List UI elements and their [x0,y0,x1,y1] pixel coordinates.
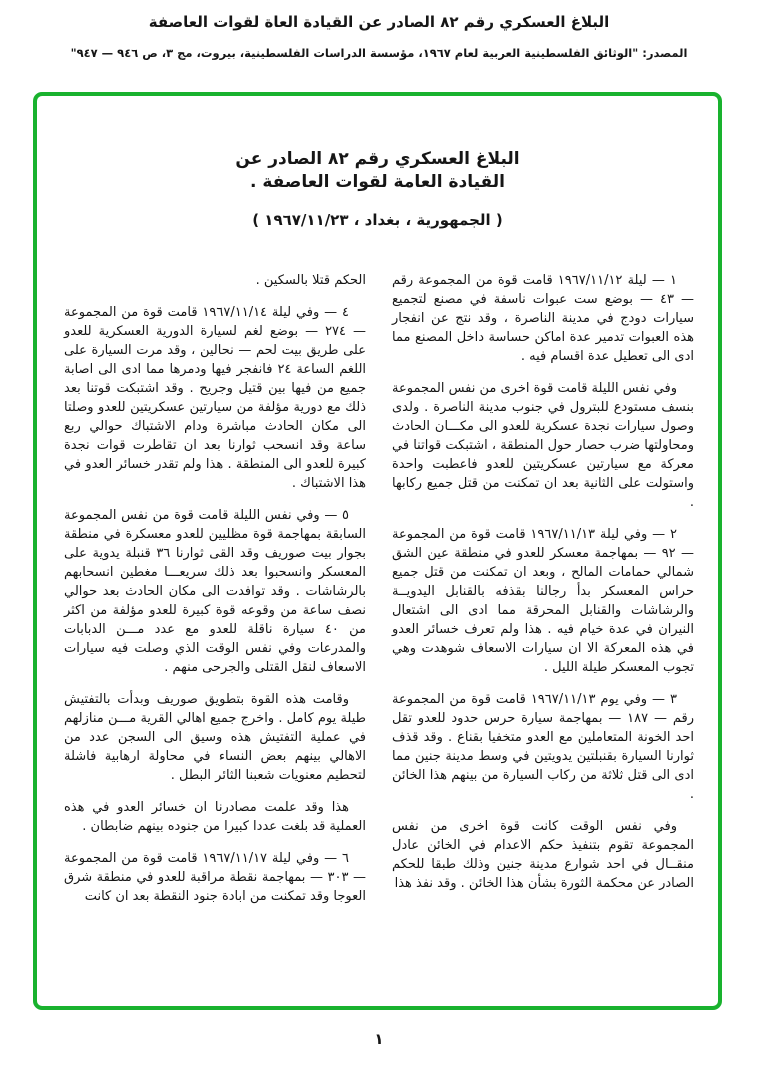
paragraph: ٥ — وفي نفس الليلة قامت قوة من نفس المجموعة السابقة بمهاجمة قوة مظليين للعدو معسكرة في منطقة بجوار بيت صوريف وقد القى ثوارنا ٣٦ قنبلة يدوية على المعسكر وانسحبوا بعد ذلك سريعـــا مغطين انسحابهم بالرشاشات . وقد توافدت الى مكان الحادث بعد حوالي نصف ساعة من وقوعه قوة كبيرة للعدو مؤلفة من اكثر من ٤٠ سيارة ناقلة للعدو مع عدد مـــن الدبابات والمدرعات وفي نفس الوقت الذي وصلت فيه سيارات الاسعاف لنقل القتلى والجرحى منهم . [64,508,367,675]
document-header-title: البلاغ العسكري رقم ٨٢ الصادر عن القيادة العاة لقوات العاصفة [148,13,610,31]
communique-title-line1: البلاغ العسكري رقم ٨٢ الصادر عن [235,149,520,169]
paragraph: وفي نفس الليلة قامت قوة اخرى من نفس المجموعة بنسف مستودع للبترول في جنوب مدينة الناصرة . ولدى وصول سيارات نجدة عسكرية للعدو الى مكـــان الحادث ومحاولتها ضرب حصار حول المنطقة ، اشتبكت قواتنا في معركة مع سيارتين عسكريتين للعدو فاعطبت واحدة واستولت على الثانية بعد ان تمكنت من قتل جميع ركابها . [392,381,694,510]
paragraph: ٦ — وفي ليلة ١٩٦٧/١١/١٧ قامت قوة من المجموعة — ٣٠٣ — بمهاجمة نقطة مراقبة للعدو في منطقة شرق العوجا وقد تمكنت من ابادة جنود النقطة بعد ان كانت [64,851,366,904]
paragraph: ٤ — وفي ليلة ١٩٦٧/١١/١٤ قامت قوة من المجموعة — ٢٧٤ — بوضع لغم لسيارة الدورية العسكرية للعدو على طريق بيت لحم — نحالين ، وقد مرت السيارة على اللغم الساعة ٢٤ فانفجر فيها ودمرها مما ادى الى اصابة جميع من فيها بين قتيل وجريح . وقد اشتبكت قوتنا بعد ذلك مع دورية مؤلفة من سيارتين عسكريتين للعدو وصلتا الى مكان الحادث مباشرة ودام الاشتباك حوالي ربع ساعة وقد انسحب ثوارنا بعد ان تقاطرت قوات نجدة كبيرة للعدو الى المنطقة . هذا ولم تقدر خسائر العدو في هذا الاشتباك . [64,305,367,491]
document-source-line: المصدر: "الوثائق الفلسطينية العربية لعام ١٩٦٧، مؤسسة الدراسات الفلسطينية، بيروت، مج ٣، ص ٩٤٦ — ٩٤٧" [70,46,688,60]
paragraph: هذا وقد علمت مصادرنا ان خسائر العدو في هذه العملية قد بلغت عددا كبيرا من جنوده بينهم ضابطان . [64,800,366,834]
paragraph: ١ — ليلة ١٩٦٧/١١/١٢ قامت قوة من المجموعة رقم — ٤٣ — بوضع ست عبوات ناسفة في مصنع لتجميع سيارات دودج في مدينة الناصرة ، وقد نتج عن انفجار هذه العبوات تدمير عدة اماكن حساسة داخل المصنع مما ادى الى تعطيل عدة اقسام فيه . [392,273,694,364]
two-column-body [64,271,694,919]
communique-title [37,148,718,194]
column-right [392,271,694,919]
column-left [64,271,366,919]
paragraph: ٢ — وفي ليلة ١٩٦٧/١١/١٣ قامت قوة من المجموعة — ٩٢ — بمهاجمة معسكر للعدو في منطقة عين الشق شمالي حمامات المالح ، وبعد ان تمكنت من قتل جميع حراس المعسكر بدأ رجالنا بقذفه بالقنابل اليدويــة والرشاشات والقنابل المحرقة مما ادى الى اشتعال النيران في عدة خيام فيه . هذا ولم تعرف خسائر العدو في هذه المعركة الا ان سيارات الاسعاف شوهدت وهي تجوب المعسكر طيلة الليل . [392,527,694,675]
paragraph: ٣ — وفي يوم ١٩٦٧/١١/١٣ قامت قوة من المجموعة رقم — ١٨٧ — بمهاجمة سيارة حرس حدود للعدو تقل احد الخونة المتعاملين مع العدو متخفيا بقناع . وقد قذف ثوارنا السيارة بقنبلتين يدويتين في وسط مدينة جنين مما ادى الى قتل ثلاثة من ركاب السيارة من بينهم هذا الخائن . [392,692,694,802]
paragraph: وفي نفس الوقت كانت قوة اخرى من نفس المجموعة تقوم بتنفيذ حكم الاعدام في الخائن عادل منقــال في احد شوارع مدينة جنين وذلك طبقا للحكم الصادر عن محكمة الثورة بشأن هذا الخائن . وقد نفذ هذا [392,819,694,891]
communique-dateline: ( الجمهورية ، بغداد ، ١٩٦٧/١١/٢٣ ) [252,211,503,229]
paragraph: وقامت هذه القوة بتطويق صوريف وبدأت بالتفتيش طيلة يوم كامل . واخرج جميع اهالي القرية مـــن منازلهم في عملية التفتيش هذه وسيق الى السجن عدد من الاهالي بينهم بعض النساء في محاولة ارهابية فاشلة لتحطيم معنويات شعبنا الثائر البطل . [64,692,366,783]
communique-title-line2: القيادة العامة لقوات العاصفة . [249,172,506,192]
paragraph: الحكم قتلا بالسكين . [255,273,366,288]
page-number: ١ [374,1030,384,1048]
green-border-frame [33,92,722,1010]
